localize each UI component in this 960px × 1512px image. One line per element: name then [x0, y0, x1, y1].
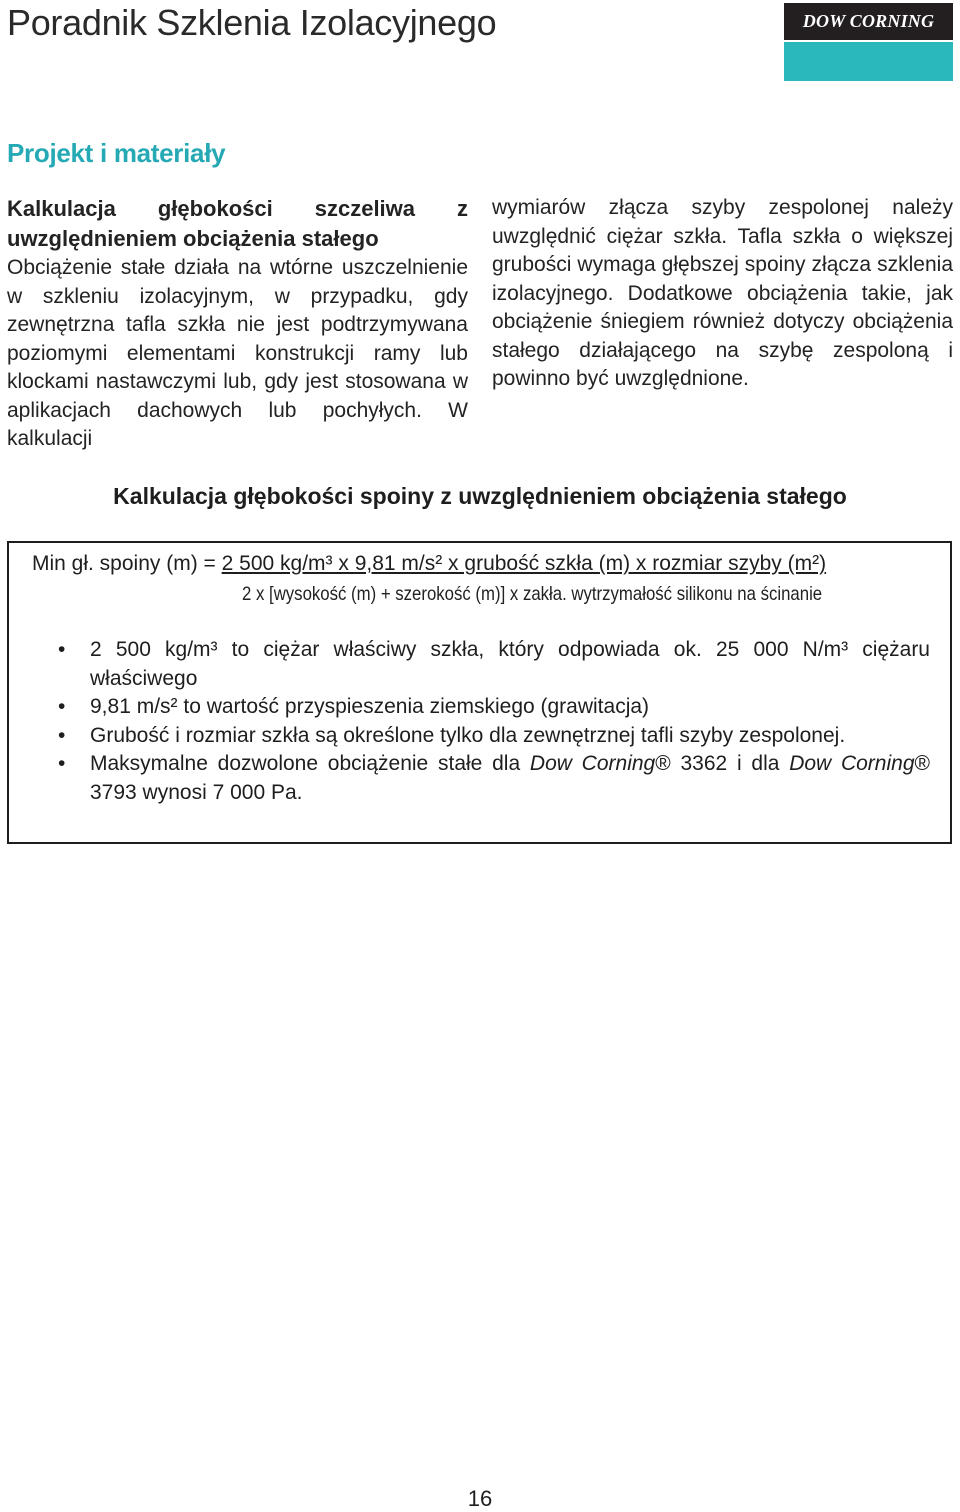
article-right-text: wymiarów złącza szyby zespolonej należy uwzględnić ciężar szkła. Tafla szkła o większej grubości wymaga głębszej spoiny złącza szklenia izolacyjnego. Dodatkowe obciążenia takie, jak obciążenie śniegiem również dotyczy obciążenia stałego działającego na szybę zespoloną i powinno być uwzględnione.: [492, 196, 953, 390]
list-item: • Grubość i rozmiar szkła są określone tylko dla zewnętrznej tafli szyby zespolonej.: [9, 722, 950, 751]
dow-corning-logo: [784, 3, 953, 81]
article-right-column: [492, 194, 953, 394]
formula-denominator: 2 x [wysokość (m) + szerokość (m)] x zakła. wytrzymałość silikonu na ścinanie: [242, 583, 823, 605]
document-title: Poradnik Szklenia Izolacyjnego: [7, 2, 497, 43]
brand-name: Dow Corning: [789, 752, 915, 775]
article-left-text: Obciążenie stałe działa na wtórne uszczelnienie w szkleniu izolacyjnym, w przypadku, gdy zewnętrzna tafla szkła nie jest podtrzymywana poziomymi elementami konstrukcji ramy lub klockami nastawczymi lub, gdy jest stosowana w aplikacjach dachowych lub pochyłych. W kalkulacji: [7, 256, 468, 450]
logo-wordmark: DOW CORNING: [784, 3, 953, 40]
formula-box: [7, 541, 952, 844]
article-left-column: [7, 194, 468, 454]
calculation-heading: Kalkulacja głębokości spoiny z uwzględnieniem obciążenia stałego: [113, 483, 847, 509]
formula-lhs: Min gł. spoiny (m) =: [32, 552, 222, 575]
logo-teal-bar: [784, 42, 953, 81]
list-item: • 9,81 m/s² to wartość przyspieszenia ziemskiego (grawitacja): [9, 693, 950, 722]
formula-numerator-line: [32, 552, 826, 576]
article-heading: Kalkulacja głębokości szczeliwa z uwzględnieniem obciążenia stałego: [7, 196, 468, 251]
page-number: 16: [467, 1486, 493, 1511]
section-title: Projekt i materiały: [7, 138, 226, 168]
notes-list: [9, 636, 950, 807]
list-item: • Maksymalne dozwolone obciążenie stałe dla Dow Corning® 3362 i dla Dow Corning® 3793 wynosi 7 000 Pa.: [9, 750, 950, 807]
formula-numerator: 2 500 kg/m³ x 9,81 m/s² x grubość szkła (m) x rozmiar szyby (m²): [221, 552, 827, 575]
brand-name: Dow Corning: [529, 752, 656, 775]
list-item: • 2 500 kg/m³ to ciężar właściwy szkła, który odpowiada ok. 25 000 N/m³ ciężaru właściwego: [9, 636, 950, 693]
